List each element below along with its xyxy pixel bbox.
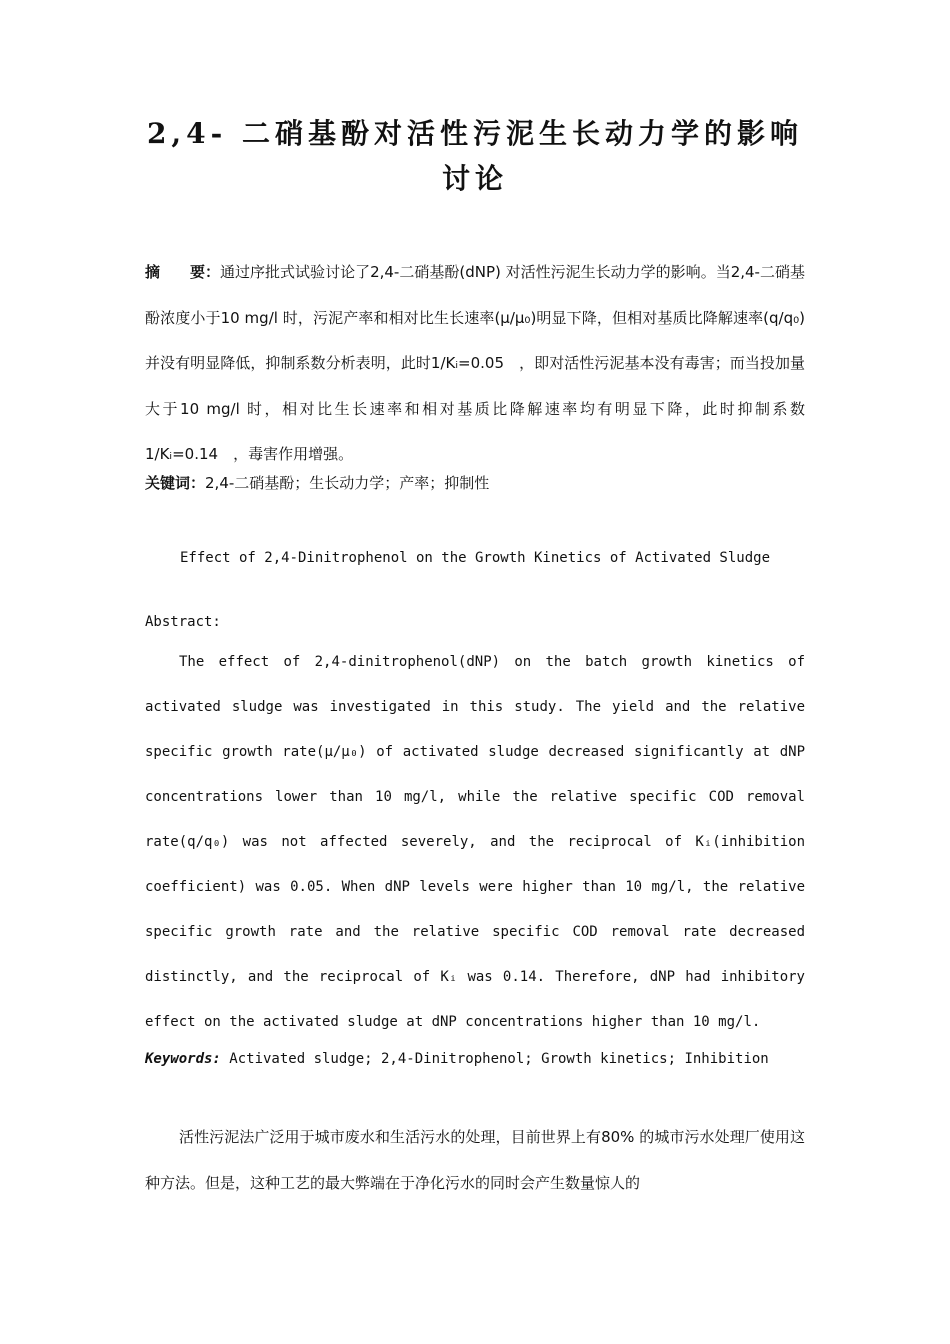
- english-keywords-label: Keywords:: [145, 1051, 221, 1067]
- english-abstract-label: Abstract:: [145, 614, 221, 630]
- chinese-abstract: [145, 250, 805, 478]
- body-paragraph-1: 活性污泥法广泛用于城市废水和生活污水的处理，目前世界上有80% 的城市污水处理厂使用这种方法。但是，这种工艺的最大弊端在于净化污水的同时会产生数量惊人的: [145, 1128, 805, 1192]
- english-keywords-text: Activated sludge; 2,4-Dinitrophenol; Growth kinetics; Inhibition: [220, 1051, 769, 1067]
- chinese-keywords: [145, 472, 805, 494]
- chinese-abstract-text: 通过序批式试验讨论了2,4-二硝基酚(dNP) 对活性污泥生长动力学的影响。当2,4-二硝基酚浓度小于10 mg/l 时，污泥产率和相对比生长速率(μ/μ₀)明显下降，但相对基质比降解速率(q/q₀) 并没有明显降低，抑制系数分析表明，此时1/Kᵢ=0.05 ，即对活性污泥基本没有毒害；而当投加量大于10 mg/l 时，相对比生长速率和相对基质比降解速率均有明显下降，此时抑制系数1/Kᵢ=0.14 ，毒害作用增强。: [145, 263, 805, 463]
- english-abstract-text: The effect of 2,4-dinitrophenol(dNP) on the batch growth kinetics of activated sludge was investigated in this study. The yield and the relative specific growth rate(μ/μ₀) of activated sludge decreased significantly at dNP concentrations lower than 10 mg/l, while the relative specific COD removal rate(q/q₀) was not affected severely, and the reciprocal of Kᵢ(inhibition coefficient) was 0.05. When dNP levels were higher than 10 mg/l, the relative specific growth rate and the relative specific COD removal rate decreased distinctly, and the reciprocal of Kᵢ was 0.14. Therefore, dNP had inhibitory effect on the activated sludge at dNP concentrations higher than 10 mg/l.: [145, 654, 805, 1030]
- chinese-keywords-text: 2,4-二硝基酚；生长动力学；产率；抑制性: [205, 474, 490, 492]
- chinese-keywords-label: 关键词：: [145, 474, 206, 492]
- chinese-abstract-label: 摘 要：: [145, 263, 221, 281]
- english-title: Effect of 2,4-Dinitrophenol on the Growth Kinetics of Activated Sludge: [179, 550, 770, 566]
- paper-title-line-2: 讨论: [441, 162, 508, 195]
- paper-title-line-1: 2,4- 二硝基酚对活性污泥生长动力学的影响: [146, 117, 804, 150]
- english-keywords: [145, 1051, 805, 1067]
